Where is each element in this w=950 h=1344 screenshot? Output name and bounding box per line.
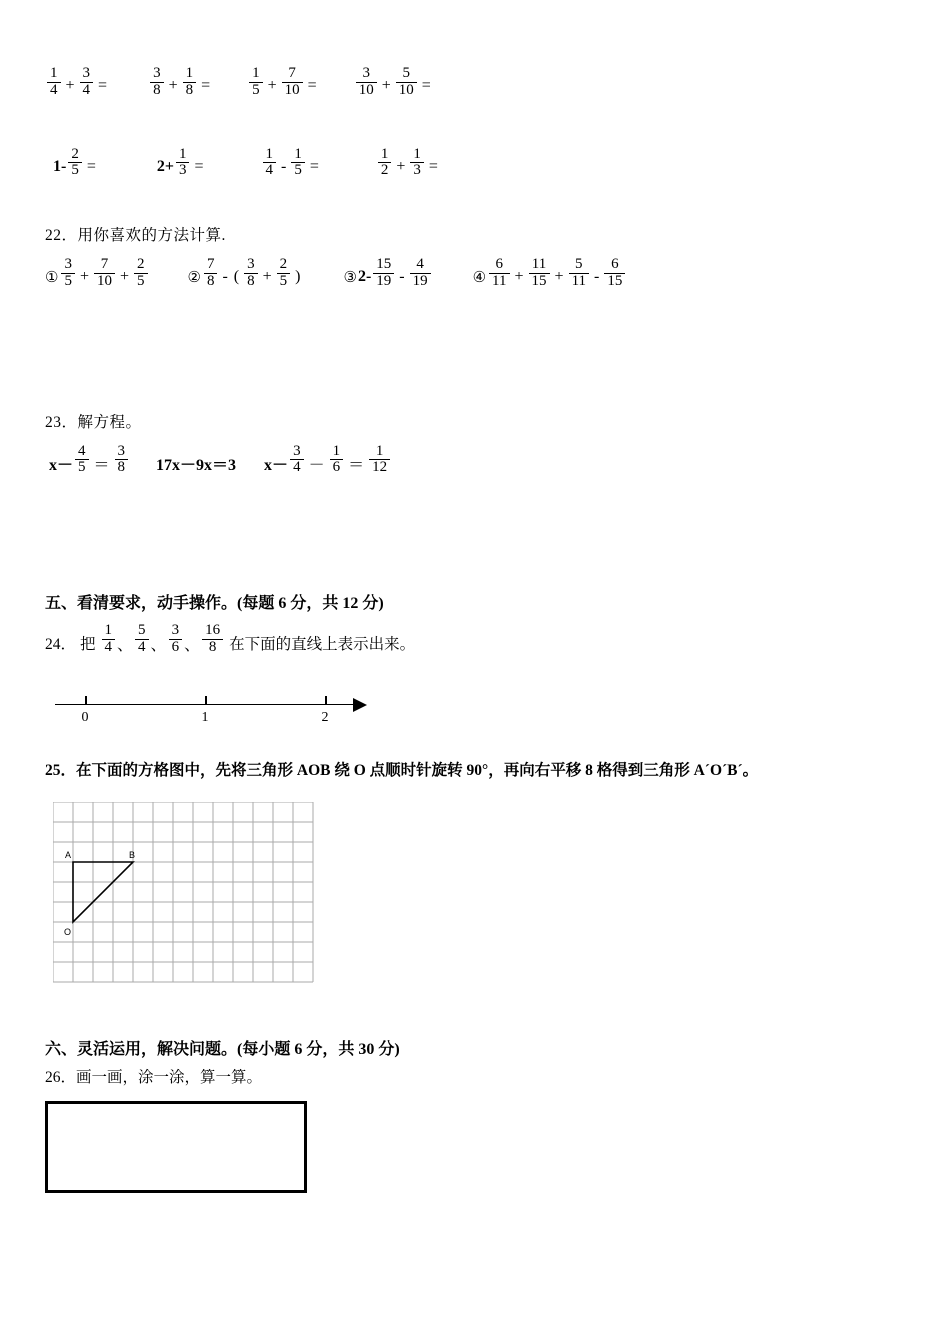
fraction: $\frac{1}{5}$ xyxy=(291,147,305,180)
tick-label-0: 0 xyxy=(81,709,89,725)
triangle-aob xyxy=(73,862,133,922)
item-marker: ③ xyxy=(343,269,357,286)
fraction: $\frac{4}{5}$ xyxy=(75,444,89,477)
expression-item xyxy=(354,66,434,99)
whole-number: 1- xyxy=(53,157,67,175)
section-6-title: 六、灵活运用，解决问题。(每小题 6 分，共 30 分) xyxy=(45,1040,400,1058)
question-23-items xyxy=(45,444,905,477)
operator: + xyxy=(262,268,272,286)
fraction: $\frac{5}{10}$ xyxy=(396,66,417,99)
operator: - xyxy=(281,157,287,175)
question-number: 22． xyxy=(45,227,78,244)
fraction: $\frac{2}{5}$ xyxy=(68,147,82,180)
grid-figure xyxy=(53,802,329,1010)
equals: = xyxy=(307,77,317,95)
equals: ＝ xyxy=(93,457,110,475)
fraction: $\frac{5}{11}$ xyxy=(569,257,589,290)
question-23-heading xyxy=(45,410,905,432)
question-24 xyxy=(45,623,905,656)
equals: ＝ xyxy=(348,457,365,475)
fraction: $\frac{15}{19}$ xyxy=(373,257,394,290)
fraction: $\frac{1}{3}$ xyxy=(176,147,190,180)
section-5-title: 五、看清要求，动手操作。(每题 6 分，共 12 分) xyxy=(45,595,384,612)
item-marker: ② xyxy=(187,269,201,286)
fraction: $\frac{6}{15}$ xyxy=(604,257,625,290)
equals: = xyxy=(86,157,96,175)
fraction: $\frac{1}{3}$ xyxy=(410,147,424,180)
tick-1 xyxy=(205,696,207,705)
fraction: $\frac{7}{8}$ xyxy=(204,257,218,290)
equation-text: 17x－9x＝3 xyxy=(156,457,237,475)
variable: x－ xyxy=(49,457,74,475)
grid-lines xyxy=(53,802,313,982)
vertex-label-o: O xyxy=(64,926,72,937)
fraction: $\frac{4}{19}$ xyxy=(410,257,431,290)
fraction: $\frac{1}{12}$ xyxy=(369,444,390,477)
fraction: $\frac{1}{4}$ xyxy=(263,147,277,180)
fraction: $\frac{7}{10}$ xyxy=(94,257,115,290)
fraction: $\frac{3}{8}$ xyxy=(150,66,164,99)
vertex-label-b: B xyxy=(129,849,136,860)
question-number: 25． xyxy=(45,761,77,779)
expression-item xyxy=(261,147,322,180)
item-marker: ④ xyxy=(472,269,487,286)
number-line-arrow xyxy=(353,698,367,712)
answer-space-22 xyxy=(45,290,905,382)
tick-0 xyxy=(85,696,87,705)
tick-label-1: 1 xyxy=(201,709,209,725)
fraction: $\frac{6}{11}$ xyxy=(489,257,509,290)
expression-item xyxy=(148,66,213,99)
q24-prefix: 把 xyxy=(80,636,96,654)
operator: - xyxy=(222,268,228,286)
fraction: $\frac{16}{8}$ xyxy=(202,623,223,656)
variable: x－ xyxy=(264,457,289,475)
tick-2 xyxy=(325,696,327,705)
separator: 、 xyxy=(150,636,167,654)
equals: = xyxy=(421,77,431,95)
worksheet-content xyxy=(45,60,905,1193)
fraction: $\frac{1}{5}$ xyxy=(249,66,263,99)
equals: = xyxy=(98,77,108,95)
fraction: $\frac{3}{4}$ xyxy=(290,444,304,477)
grid-svg xyxy=(53,802,329,1010)
q22-item-4 xyxy=(473,257,628,290)
question-number: 23． xyxy=(45,413,78,431)
equals: = xyxy=(201,77,211,95)
fraction: $\frac{1}{2}$ xyxy=(378,147,392,180)
operator: + xyxy=(381,77,391,95)
equals: = xyxy=(428,157,438,175)
q22-item-1 xyxy=(45,257,150,290)
q25-body: 在下面的方格图中，先将三角形 AOB 绕 O 点顺时针旋转 90°，再向右平移 8 格得到三角形 A´O´B´。 xyxy=(76,761,759,779)
fraction: $\frac{11}{15}$ xyxy=(529,257,550,290)
fraction: $\frac{1}{4}$ xyxy=(102,623,116,656)
fraction: $\frac{3}{5}$ xyxy=(61,257,75,290)
fraction: $\frac{5}{4}$ xyxy=(135,623,149,656)
fraction: $\frac{7}{10}$ xyxy=(282,66,303,99)
drawing-answer-box[interactable] xyxy=(45,1101,307,1193)
item-marker: ① xyxy=(45,269,59,286)
expression-row-2 xyxy=(45,147,905,180)
operator: - xyxy=(594,268,600,286)
q22-item-2 xyxy=(188,257,304,290)
fraction: $\frac{3}{4}$ xyxy=(80,66,94,99)
operator: － xyxy=(308,457,325,475)
expression-item xyxy=(157,147,207,180)
q26-body: 画一画，涂一涂，算一算。 xyxy=(76,1068,263,1086)
question-number: 26． xyxy=(45,1068,77,1086)
question-26-text xyxy=(45,1065,905,1087)
operator: + xyxy=(267,77,277,95)
question-title: 解方程。 xyxy=(77,413,142,431)
operator: + xyxy=(514,268,524,286)
whole-number: 2- xyxy=(357,268,372,286)
fraction: $\frac{1}{8}$ xyxy=(183,66,197,99)
fraction: $\frac{3}{10}$ xyxy=(356,66,377,99)
expression-item xyxy=(247,66,320,99)
q23-item-1 xyxy=(49,444,130,477)
operator: + xyxy=(119,268,130,286)
question-22-heading xyxy=(45,223,905,245)
expression-item xyxy=(53,147,99,180)
whole-number: 2+ xyxy=(156,157,174,175)
fraction: $\frac{2}{5}$ xyxy=(134,257,148,290)
q23-item-3 xyxy=(264,444,392,477)
number-line-figure xyxy=(55,684,905,744)
question-22-items xyxy=(45,257,905,290)
fraction: $\frac{1}{4}$ xyxy=(47,66,61,99)
separator: 、 xyxy=(184,636,201,654)
question-number: 24． xyxy=(45,636,77,654)
expression-item xyxy=(45,66,110,99)
equals: = xyxy=(194,157,204,175)
operator: + xyxy=(396,157,406,175)
fraction: $\frac{3}{6}$ xyxy=(169,623,183,656)
paren-close: ) xyxy=(295,268,301,286)
question-title: 用你喜欢的方法计算. xyxy=(77,227,226,244)
answer-space-23 xyxy=(45,476,905,550)
q22-item-3 xyxy=(343,257,432,290)
tick-label-2: 2 xyxy=(321,709,329,725)
expression-item xyxy=(376,147,441,180)
operator: + xyxy=(554,268,564,286)
operator: + xyxy=(168,77,178,95)
fraction: $\frac{1}{6}$ xyxy=(330,444,344,477)
fraction: $\frac{2}{5}$ xyxy=(277,257,291,290)
vertex-label-a: A xyxy=(65,849,72,860)
equals: = xyxy=(309,157,319,175)
question-25-text xyxy=(45,758,905,780)
q24-suffix: 在下面的直线上表示出来。 xyxy=(229,636,416,654)
fraction: $\frac{3}{8}$ xyxy=(115,444,129,477)
q23-item-2 xyxy=(156,448,237,475)
expression-row-1 xyxy=(45,66,905,99)
paren-open: ( xyxy=(233,268,240,286)
operator: - xyxy=(399,268,405,286)
operator: + xyxy=(79,268,89,286)
fraction: $\frac{3}{8}$ xyxy=(244,257,258,290)
separator: 、 xyxy=(117,636,134,654)
operator: + xyxy=(65,77,75,95)
